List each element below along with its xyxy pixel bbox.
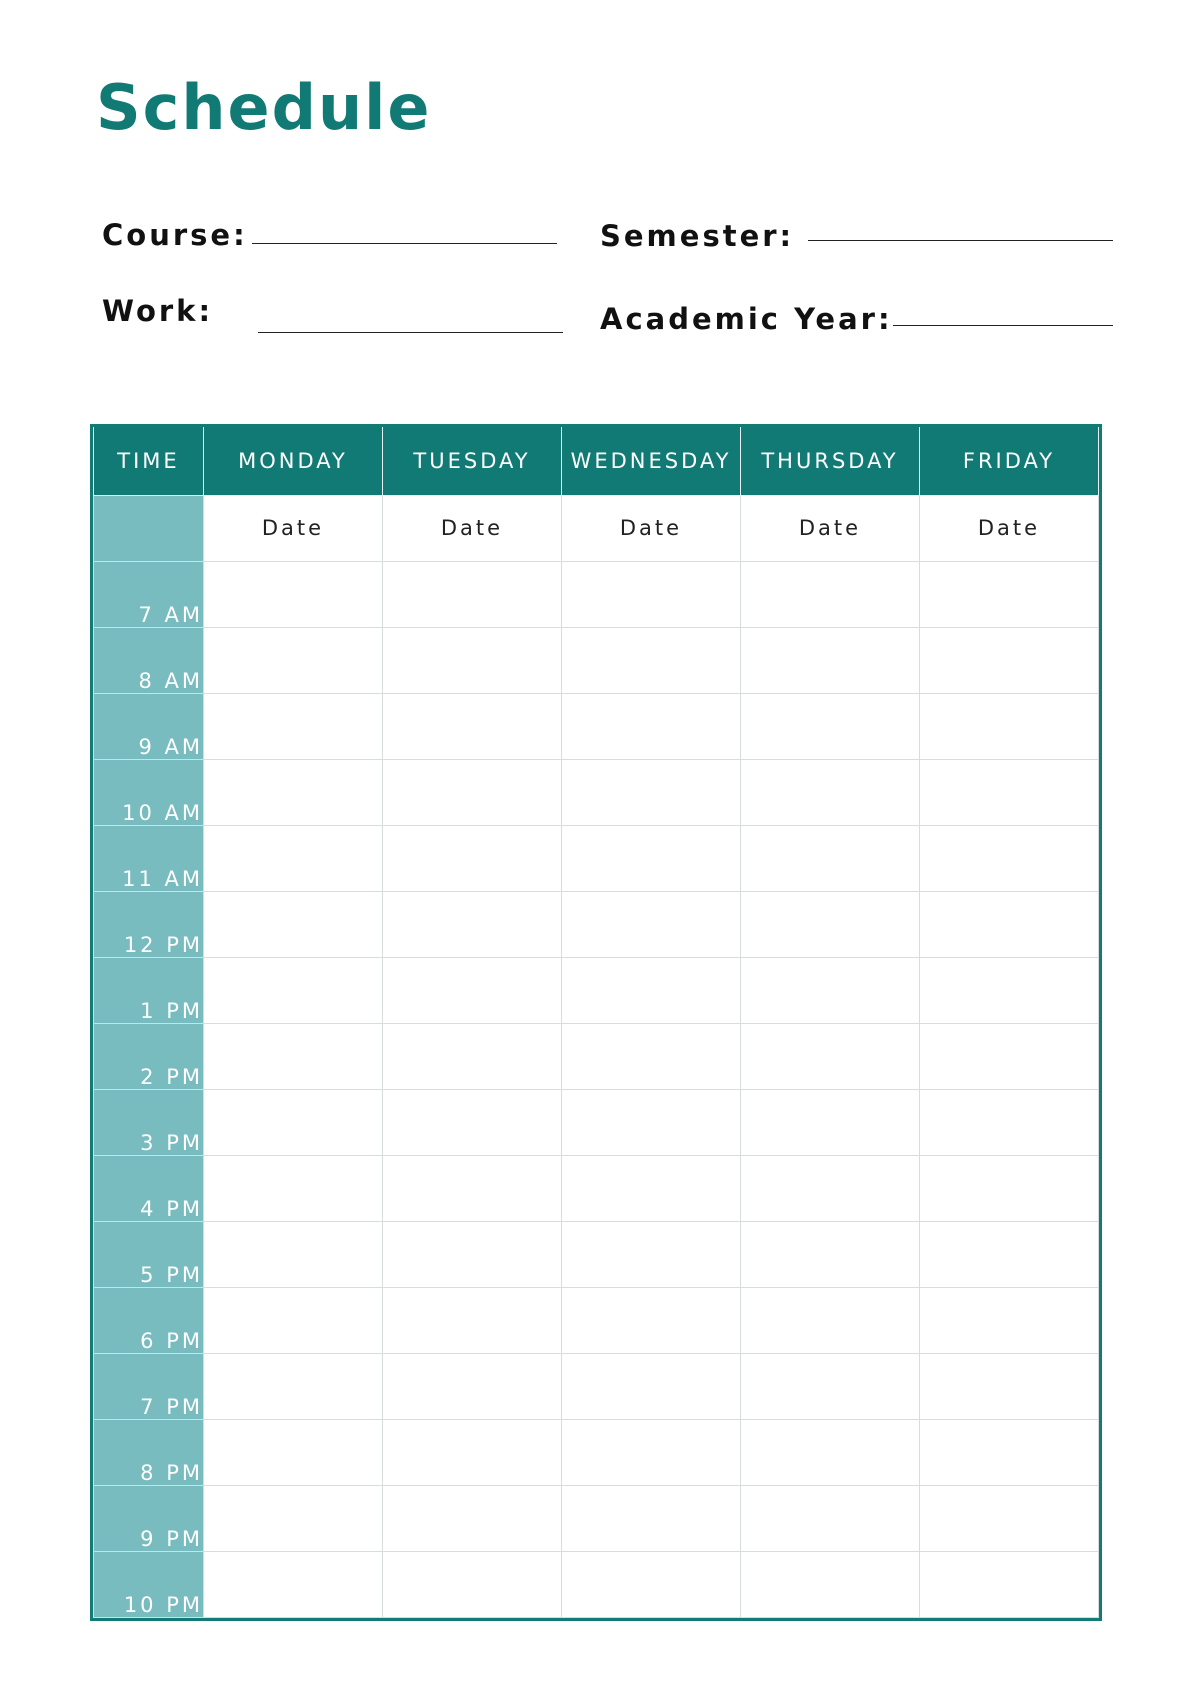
table-row — [94, 1353, 1099, 1419]
slot-thursday[interactable] — [741, 1485, 920, 1551]
slot-wednesday[interactable] — [562, 825, 741, 891]
time-cell: 6 PM — [94, 1287, 204, 1353]
time-cell: 5 PM — [94, 1221, 204, 1287]
slot-tuesday[interactable] — [383, 1023, 562, 1089]
slot-friday[interactable] — [920, 1023, 1099, 1089]
slot-wednesday[interactable] — [562, 561, 741, 627]
time-cell: 8 PM — [94, 1419, 204, 1485]
slot-thursday[interactable] — [741, 1023, 920, 1089]
work-label: Work: — [102, 294, 214, 328]
slot-wednesday[interactable] — [562, 1353, 741, 1419]
slot-friday[interactable] — [920, 825, 1099, 891]
slot-wednesday[interactable] — [562, 1485, 741, 1551]
table-row — [94, 1419, 1099, 1485]
slot-wednesday[interactable] — [562, 1221, 741, 1287]
slot-tuesday[interactable] — [383, 1485, 562, 1551]
table-row — [94, 825, 1099, 891]
slot-friday[interactable] — [920, 957, 1099, 1023]
table-row — [94, 1023, 1099, 1089]
table-row — [94, 1221, 1099, 1287]
slot-friday[interactable] — [920, 561, 1099, 627]
day-header-friday: FRIDAY — [920, 427, 1099, 495]
slot-tuesday[interactable] — [383, 825, 562, 891]
slot-wednesday[interactable] — [562, 1287, 741, 1353]
slot-thursday[interactable] — [741, 891, 920, 957]
table-row — [94, 759, 1099, 825]
slot-wednesday[interactable] — [562, 1551, 741, 1617]
slot-thursday[interactable] — [741, 1155, 920, 1221]
slot-wednesday[interactable] — [562, 627, 741, 693]
table-row — [94, 957, 1099, 1023]
slot-wednesday[interactable] — [562, 891, 741, 957]
day-header-tuesday: TUESDAY — [383, 427, 562, 495]
slot-tuesday[interactable] — [383, 891, 562, 957]
slot-thursday[interactable] — [741, 693, 920, 759]
time-cell: 3 PM — [94, 1089, 204, 1155]
slot-tuesday[interactable] — [383, 1155, 562, 1221]
slot-tuesday[interactable] — [383, 1353, 562, 1419]
slot-friday[interactable] — [920, 1419, 1099, 1485]
slot-monday[interactable] — [204, 1023, 383, 1089]
slot-monday[interactable] — [204, 627, 383, 693]
slot-thursday[interactable] — [741, 1089, 920, 1155]
slot-wednesday[interactable] — [562, 693, 741, 759]
slot-thursday[interactable] — [741, 1419, 920, 1485]
slot-friday[interactable] — [920, 1485, 1099, 1551]
slot-tuesday[interactable] — [383, 561, 562, 627]
date-cell-friday[interactable]: Date — [920, 495, 1099, 561]
date-cell-wednesday[interactable]: Date — [562, 495, 741, 561]
slot-friday[interactable] — [920, 1221, 1099, 1287]
slot-monday[interactable] — [204, 693, 383, 759]
header-row — [94, 427, 1099, 495]
slot-friday[interactable] — [920, 1551, 1099, 1617]
time-cell: 8 AM — [94, 627, 204, 693]
slot-monday[interactable] — [204, 957, 383, 1023]
table-row — [94, 561, 1099, 627]
slot-monday[interactable] — [204, 825, 383, 891]
time-cell: 1 PM — [94, 957, 204, 1023]
slot-thursday[interactable] — [741, 1221, 920, 1287]
schedule-table — [93, 427, 1099, 1618]
slot-thursday[interactable] — [741, 1287, 920, 1353]
time-cell: 10 PM — [94, 1551, 204, 1617]
day-header-wednesday: WEDNESDAY — [562, 427, 741, 495]
table-row — [94, 891, 1099, 957]
slot-monday[interactable] — [204, 1485, 383, 1551]
slot-monday[interactable] — [204, 1419, 383, 1485]
slot-monday[interactable] — [204, 1155, 383, 1221]
slot-wednesday[interactable] — [562, 1419, 741, 1485]
time-cell-blank — [94, 495, 204, 561]
slot-friday[interactable] — [920, 1353, 1099, 1419]
slot-friday[interactable] — [920, 759, 1099, 825]
time-cell: 12 PM — [94, 891, 204, 957]
slot-wednesday[interactable] — [562, 1023, 741, 1089]
slot-friday[interactable] — [920, 693, 1099, 759]
table-row — [94, 1551, 1099, 1617]
time-cell: 7 PM — [94, 1353, 204, 1419]
slot-friday[interactable] — [920, 627, 1099, 693]
slot-monday[interactable] — [204, 759, 383, 825]
slot-tuesday[interactable] — [383, 1287, 562, 1353]
time-cell: 4 PM — [94, 1155, 204, 1221]
semester-label: Semester: — [600, 219, 795, 253]
slot-friday[interactable] — [920, 1155, 1099, 1221]
time-cell: 2 PM — [94, 1023, 204, 1089]
date-row — [94, 495, 1099, 561]
slot-thursday[interactable] — [741, 825, 920, 891]
slot-tuesday[interactable] — [383, 1419, 562, 1485]
slot-tuesday[interactable] — [383, 1551, 562, 1617]
slot-friday[interactable] — [920, 1287, 1099, 1353]
table-row — [94, 1089, 1099, 1155]
schedule-grid — [90, 424, 1102, 1621]
work-line[interactable] — [258, 332, 563, 333]
date-cell-monday[interactable]: Date — [204, 495, 383, 561]
slot-monday[interactable] — [204, 1353, 383, 1419]
course-line[interactable] — [252, 243, 557, 244]
slot-thursday[interactable] — [741, 561, 920, 627]
page-title: Schedule — [96, 71, 432, 144]
time-header: TIME — [94, 427, 204, 495]
day-header-monday: MONDAY — [204, 427, 383, 495]
slot-wednesday[interactable] — [562, 957, 741, 1023]
table-row — [94, 1485, 1099, 1551]
slot-friday[interactable] — [920, 1089, 1099, 1155]
slot-monday[interactable] — [204, 891, 383, 957]
table-row — [94, 627, 1099, 693]
slot-friday[interactable] — [920, 891, 1099, 957]
date-cell-thursday[interactable]: Date — [741, 495, 920, 561]
academic-year-line[interactable] — [893, 325, 1113, 326]
time-cell: 7 AM — [94, 561, 204, 627]
slot-monday[interactable] — [204, 1287, 383, 1353]
slot-monday[interactable] — [204, 1089, 383, 1155]
slot-monday[interactable] — [204, 1551, 383, 1617]
slot-thursday[interactable] — [741, 759, 920, 825]
academic-year-label: Academic Year: — [600, 302, 893, 336]
slot-thursday[interactable] — [741, 1353, 920, 1419]
slot-tuesday[interactable] — [383, 1221, 562, 1287]
slot-tuesday[interactable] — [383, 627, 562, 693]
table-row — [94, 1287, 1099, 1353]
time-cell: 10 AM — [94, 759, 204, 825]
time-cell: 9 AM — [94, 693, 204, 759]
time-cell: 11 AM — [94, 825, 204, 891]
slot-tuesday[interactable] — [383, 957, 562, 1023]
slot-wednesday[interactable] — [562, 759, 741, 825]
course-label: Course: — [102, 218, 248, 252]
time-cell: 9 PM — [94, 1485, 204, 1551]
semester-line[interactable] — [808, 240, 1113, 241]
table-row — [94, 1155, 1099, 1221]
slot-monday[interactable] — [204, 561, 383, 627]
slot-tuesday[interactable] — [383, 693, 562, 759]
slot-wednesday[interactable] — [562, 1089, 741, 1155]
slot-thursday[interactable] — [741, 957, 920, 1023]
slot-monday[interactable] — [204, 1221, 383, 1287]
slot-wednesday[interactable] — [562, 1155, 741, 1221]
day-header-thursday: THURSDAY — [741, 427, 920, 495]
table-row — [94, 693, 1099, 759]
slot-thursday[interactable] — [741, 1551, 920, 1617]
slot-tuesday[interactable] — [383, 1089, 562, 1155]
date-cell-tuesday[interactable]: Date — [383, 495, 562, 561]
slot-thursday[interactable] — [741, 627, 920, 693]
slot-tuesday[interactable] — [383, 759, 562, 825]
